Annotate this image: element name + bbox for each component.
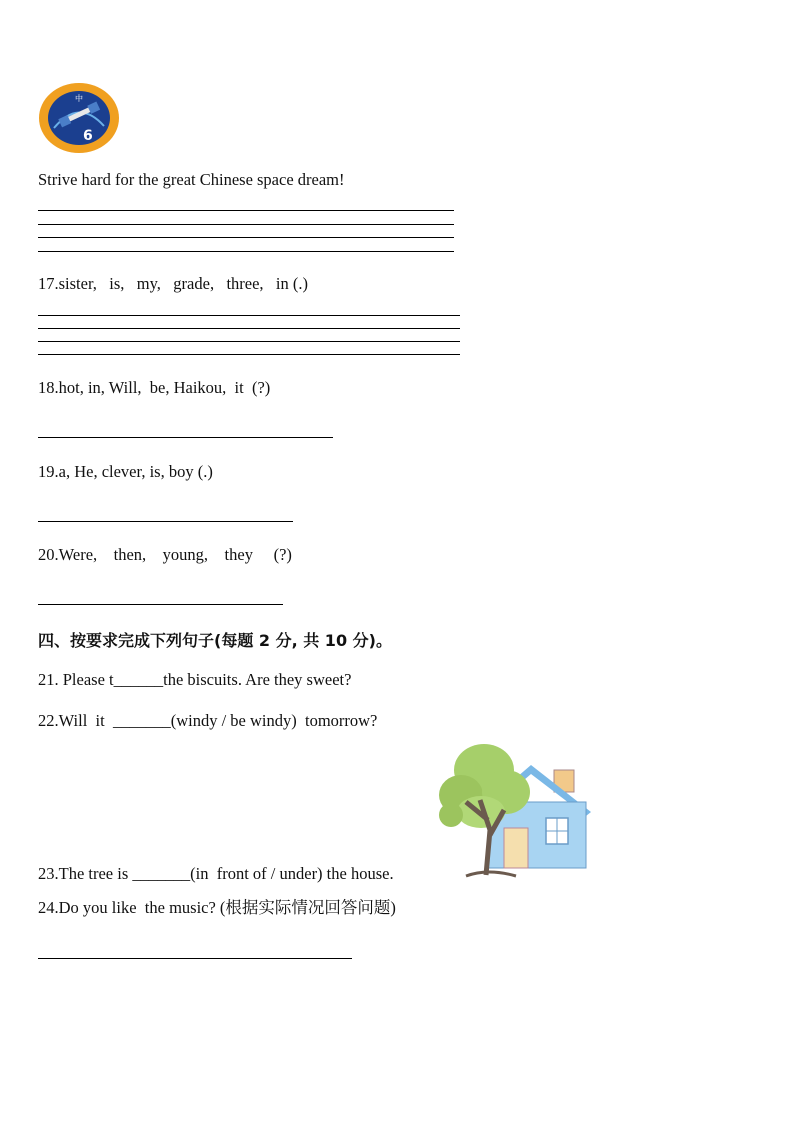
answer-line-q18[interactable]: [38, 437, 333, 438]
answer-line-q19[interactable]: [38, 521, 293, 522]
answer-line-q24[interactable]: [38, 958, 352, 959]
mission-logo: [38, 82, 120, 154]
tree-house-illustration: [436, 740, 596, 880]
question-19: 19.a, He, clever, is, boy (.): [38, 462, 213, 481]
svg-text:中: 中: [75, 94, 83, 103]
question-23: 23.The tree is _______(in front of / under) the house.: [38, 864, 394, 883]
question-20: 20.Were, then, young, they (?): [38, 545, 292, 564]
question-22: 22.Will it _______(windy / be windy) tomorrow?: [38, 711, 378, 730]
question-21: 21. Please t______the biscuits. Are they sweet?: [38, 670, 352, 689]
svg-text:6: 6: [83, 128, 93, 144]
question-18: 18.hot, in, Will, be, Haikou, it (?): [38, 378, 271, 397]
question-24: 24.Do you like the music? (根据实际情况回答问题): [38, 898, 396, 917]
question-17: 17.sister, is, my, grade, three, in (.): [38, 274, 309, 293]
answer-line-q20[interactable]: [38, 604, 283, 605]
intro-sentence: Strive hard for the great Chinese space dream!: [38, 170, 345, 189]
section-4-heading: 四、按要求完成下列句子(每题 2 分, 共 10 分)。: [38, 631, 392, 650]
